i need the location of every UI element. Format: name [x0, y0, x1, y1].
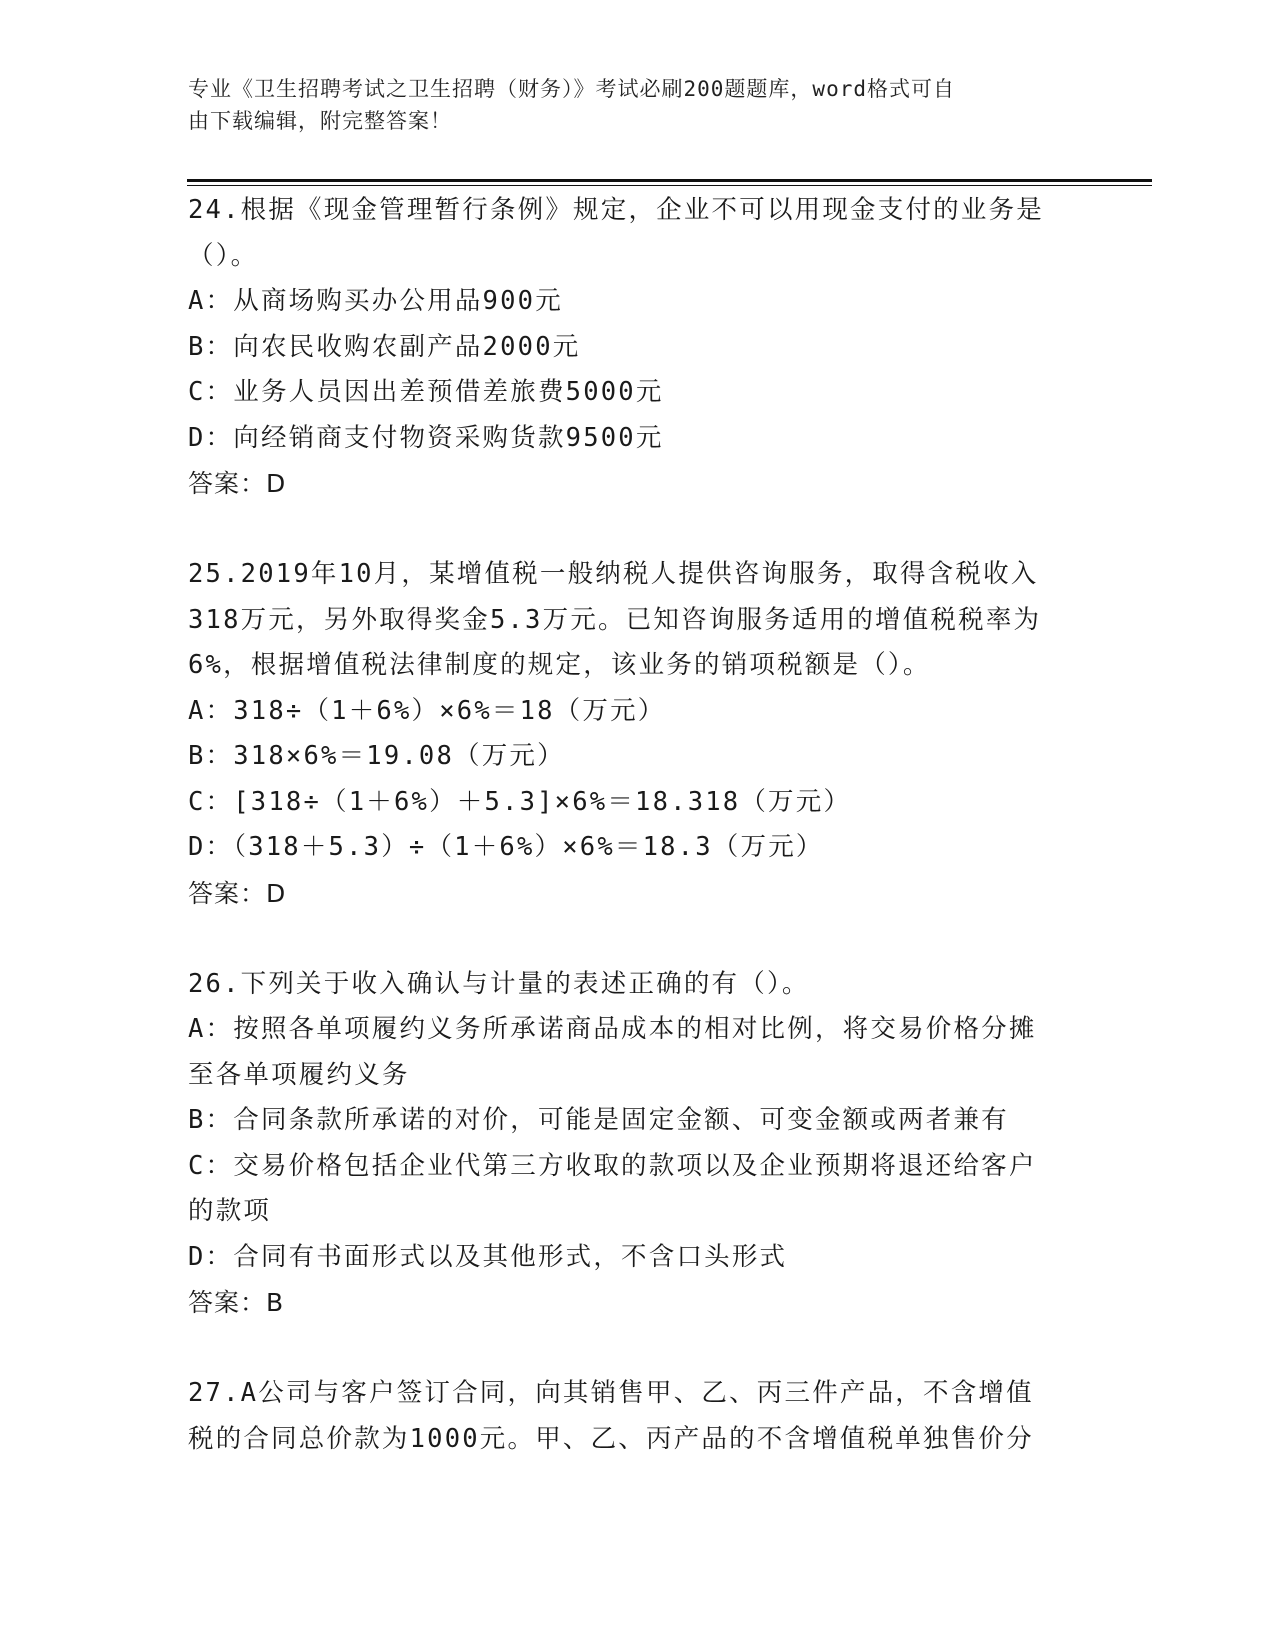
question-stem-line: 26.下列关于收入确认与计量的表述正确的有（）。 — [188, 968, 810, 999]
answer-option-line: 的款项 — [188, 1196, 272, 1226]
answer-option-line: A：318÷（1＋6%）×6%＝18（万元） — [188, 695, 666, 726]
answer-option — [188, 734, 1088, 780]
answer-key: 答案：D — [188, 469, 287, 498]
header-line-1: 专业《卫生招聘考试之卫生招聘（财务）》考试必刷200题题库，word格式可自 — [188, 77, 955, 101]
answer-option-line: C：交易价格包括企业代第三方收取的款项以及企业预期将退还给客户 — [188, 1150, 1037, 1181]
answer-option-line: A：按照各单项履约义务所承诺商品成本的相对比例，将交易价格分摊 — [188, 1014, 1037, 1044]
answer-option-line: B：318×6%＝19.08（万元） — [188, 741, 565, 771]
question-stem-line: 27.A公司与客户签订合同，向其销售甲、乙、丙三件产品，不含增值 — [188, 1378, 1034, 1408]
answer-option — [188, 1144, 1088, 1235]
answer-option — [188, 689, 1088, 735]
header-line-2: 由下载编辑，附完整答案！ — [188, 109, 452, 133]
question-stem-line: 25.2019年10月，某增值税一般纳税人提供咨询服务，取得含税收入 — [188, 559, 1039, 589]
question-spacer — [188, 507, 1088, 553]
question-stem-line: 6%，根据增值税法律制度的规定，该业务的销项税额是（）。 — [188, 650, 931, 680]
answer-option — [188, 1098, 1088, 1144]
answer-option — [188, 825, 1088, 871]
question-stem-line: 318万元，另外取得奖金5.3万元。已知咨询服务适用的增值税税率为 — [188, 604, 1042, 635]
answer-option-line: 至各单项履约义务 — [188, 1059, 410, 1090]
answer-option-line: A：从商场购买办公用品900元 — [188, 286, 563, 316]
answer-option-line: D：（318＋5.3）÷（1＋6%）×6%＝18.3（万元） — [188, 832, 824, 862]
question-block — [188, 552, 1088, 916]
answer-option-line: D：向经销商支付物资采购货款9500元 — [188, 422, 664, 453]
answer-option — [188, 370, 1088, 416]
answer-option — [188, 325, 1088, 371]
question-stem-line: （）。 — [188, 240, 259, 271]
answer-option-line: B：合同条款所承诺的对价，可能是固定金额、可变金额或两者兼有 — [188, 1105, 1009, 1135]
question-block — [188, 188, 1088, 507]
question-list — [188, 188, 1088, 1462]
answer-option-line: D：合同有书面形式以及其他形式，不含口头形式 — [188, 1241, 788, 1272]
header-rule-thin — [187, 185, 1152, 186]
question-stem-line: 24.根据《现金管理暂行条例》规定，企业不可以用现金支付的业务是 — [188, 195, 1044, 225]
question-spacer — [188, 1326, 1088, 1372]
question-stem-line: 税的合同总价款为1000元。甲、乙、丙产品的不含增值税单独售价分 — [188, 1423, 1034, 1454]
answer-key: 答案：B — [188, 1288, 285, 1317]
answer-option-line: C：[318÷（1＋6%）＋5.3]×6%＝18.318（万元） — [188, 786, 852, 817]
header-rule-thick — [187, 179, 1152, 182]
answer-option — [188, 1007, 1088, 1098]
answer-option — [188, 780, 1088, 826]
question-block — [188, 1371, 1088, 1462]
question-block — [188, 962, 1088, 1326]
answer-option-line: C：业务人员因出差预借差旅费5000元 — [188, 377, 664, 407]
answer-option — [188, 1235, 1088, 1281]
answer-option — [188, 279, 1088, 325]
answer-option-line: B：向农民收购农副产品2000元 — [188, 331, 581, 362]
answer-key: 答案：D — [188, 878, 287, 908]
answer-option — [188, 416, 1088, 462]
question-spacer — [188, 916, 1088, 962]
document-header — [188, 73, 1068, 137]
